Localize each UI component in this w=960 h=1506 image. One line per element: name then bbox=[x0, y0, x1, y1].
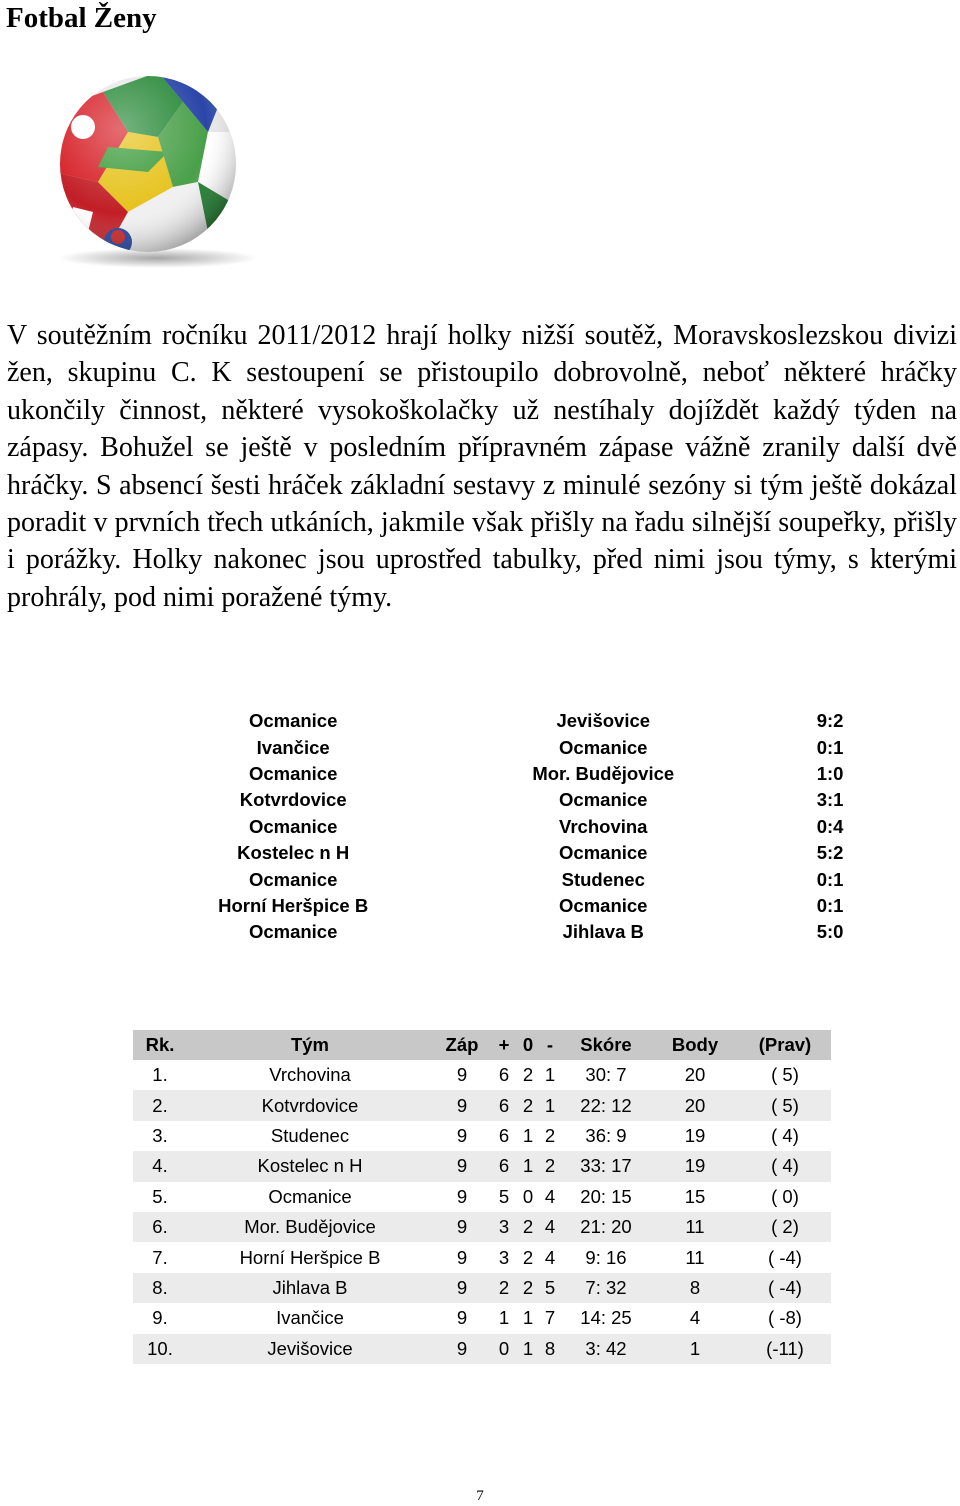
cell-truth-table: ( -4) bbox=[739, 1242, 831, 1272]
cell-points: 20 bbox=[651, 1060, 739, 1090]
result-row bbox=[180, 866, 860, 892]
result-away-team: Studenec bbox=[561, 868, 645, 890]
cell-losses: 1 bbox=[539, 1090, 561, 1120]
header-truth-table: (Prav) bbox=[739, 1030, 831, 1060]
cell-wins: 3 bbox=[491, 1212, 517, 1242]
cell-wins: 1 bbox=[491, 1303, 517, 1333]
result-row bbox=[180, 893, 860, 919]
result-row bbox=[180, 814, 860, 840]
result-score: 3:1 bbox=[816, 789, 844, 811]
cell-played: 9 bbox=[433, 1090, 491, 1120]
cell-score: 9: 16 bbox=[561, 1242, 651, 1272]
header-rank: Rk. bbox=[133, 1030, 187, 1060]
result-away-team: Ocmanice bbox=[559, 842, 648, 864]
result-score: 0:1 bbox=[816, 868, 844, 890]
cell-rank: 9. bbox=[133, 1303, 187, 1333]
cell-wins: 0 bbox=[491, 1334, 517, 1364]
cell-draws: 1 bbox=[517, 1151, 539, 1181]
table-row bbox=[133, 1303, 831, 1333]
cell-draws: 1 bbox=[517, 1303, 539, 1333]
header-played: Záp bbox=[433, 1030, 491, 1060]
result-home-team: Ocmanice bbox=[248, 710, 338, 732]
cell-points: 11 bbox=[651, 1242, 739, 1272]
table-row bbox=[133, 1151, 831, 1181]
match-results bbox=[180, 708, 860, 946]
cell-points: 4 bbox=[651, 1303, 739, 1333]
table-header-row bbox=[133, 1030, 831, 1060]
result-away-team: Ocmanice bbox=[559, 894, 648, 916]
cell-draws: 1 bbox=[517, 1334, 539, 1364]
cell-points: 11 bbox=[651, 1212, 739, 1242]
cell-played: 9 bbox=[433, 1060, 491, 1090]
cell-losses: 4 bbox=[539, 1182, 561, 1212]
table-row bbox=[133, 1090, 831, 1120]
result-away-team: Jevišovice bbox=[556, 710, 651, 732]
result-row bbox=[180, 919, 860, 945]
cell-points: 15 bbox=[651, 1182, 739, 1212]
result-home-team: Ocmanice bbox=[248, 815, 338, 837]
result-row bbox=[180, 708, 860, 734]
cell-score: 33: 17 bbox=[561, 1151, 651, 1181]
cell-wins: 6 bbox=[491, 1121, 517, 1151]
cell-points: 20 bbox=[651, 1090, 739, 1120]
cell-rank: 4. bbox=[133, 1151, 187, 1181]
result-score: 9:2 bbox=[816, 710, 844, 732]
result-score: 5:2 bbox=[816, 842, 844, 864]
table-row bbox=[133, 1060, 831, 1090]
cell-rank: 1. bbox=[133, 1060, 187, 1090]
cell-score: 14: 25 bbox=[561, 1303, 651, 1333]
cell-rank: 5. bbox=[133, 1182, 187, 1212]
cell-truth-table: ( 5) bbox=[739, 1090, 831, 1120]
result-home-team: Ivančice bbox=[256, 736, 330, 758]
cell-team: Jihlava B bbox=[187, 1273, 433, 1303]
result-score: 0:1 bbox=[816, 736, 844, 758]
cell-played: 9 bbox=[433, 1334, 491, 1364]
cell-wins: 6 bbox=[491, 1151, 517, 1181]
cell-truth-table: ( -4) bbox=[739, 1273, 831, 1303]
cell-truth-table: ( 5) bbox=[739, 1060, 831, 1090]
cell-wins: 5 bbox=[491, 1182, 517, 1212]
cell-score: 7: 32 bbox=[561, 1273, 651, 1303]
result-home-team: Kostelec n H bbox=[237, 842, 350, 864]
result-score: 0:1 bbox=[816, 894, 844, 916]
cell-team: Mor. Budějovice bbox=[187, 1212, 433, 1242]
cell-score: 36: 9 bbox=[561, 1121, 651, 1151]
cell-losses: 4 bbox=[539, 1242, 561, 1272]
result-away-team: Vrchovina bbox=[559, 815, 648, 837]
cell-wins: 3 bbox=[491, 1242, 517, 1272]
cell-wins: 6 bbox=[491, 1060, 517, 1090]
result-row bbox=[180, 787, 860, 813]
cell-played: 9 bbox=[433, 1182, 491, 1212]
result-row bbox=[180, 761, 860, 787]
cell-rank: 2. bbox=[133, 1090, 187, 1120]
cell-draws: 1 bbox=[517, 1121, 539, 1151]
article-paragraph: V soutěžním ročníku 2011/2012 hrají holky nižší soutěž, Moravskoslezskou divizi žen, skupinu C. K sestoupení se přistoupilo dobrovolně, neboť některé hráčky ukončily činnost, některé vysokoškolačky už nestíhaly dojíždět každý týden na zápasy. Bohužel se ještě v posledním přípravném zápase vážně zranily další dvě hráčky. S absencí šesti hráček základní sestavy z minulé sezóny si tým ještě dokázal poradit v prvních třech utkáních, jakmile však přišly na řadu silnější soupeřky, přišly i porážky. Holky nakonec jsou uprostřed tabulky, před nimi jsou týmy, s kterými prohrály, pod nimi poražené týmy. bbox=[7, 320, 957, 613]
cell-losses: 1 bbox=[539, 1060, 561, 1090]
cell-team: Ocmanice bbox=[187, 1182, 433, 1212]
cell-losses: 8 bbox=[539, 1334, 561, 1364]
cell-draws: 2 bbox=[517, 1212, 539, 1242]
result-home-team: Ocmanice bbox=[248, 762, 338, 784]
cell-team: Studenec bbox=[187, 1121, 433, 1151]
cell-score: 30: 7 bbox=[561, 1060, 651, 1090]
cell-points: 19 bbox=[651, 1151, 739, 1181]
cell-losses: 5 bbox=[539, 1273, 561, 1303]
cell-rank: 8. bbox=[133, 1273, 187, 1303]
cell-team: Vrchovina bbox=[187, 1060, 433, 1090]
cell-wins: 2 bbox=[491, 1273, 517, 1303]
league-table bbox=[133, 1030, 831, 1364]
cell-losses: 2 bbox=[539, 1121, 561, 1151]
cell-rank: 3. bbox=[133, 1121, 187, 1151]
result-home-team: Horní Heršpice B bbox=[218, 894, 369, 916]
result-away-team: Jihlava B bbox=[562, 921, 644, 943]
header-score: Skóre bbox=[561, 1030, 651, 1060]
result-away-team: Ocmanice bbox=[559, 736, 648, 758]
cell-played: 9 bbox=[433, 1273, 491, 1303]
cell-played: 9 bbox=[433, 1121, 491, 1151]
cell-rank: 10. bbox=[133, 1334, 187, 1364]
cell-wins: 6 bbox=[491, 1090, 517, 1120]
header-draws: 0 bbox=[517, 1030, 539, 1060]
cell-truth-table: (-11) bbox=[739, 1334, 831, 1364]
result-row bbox=[180, 840, 860, 866]
cell-draws: 2 bbox=[517, 1273, 539, 1303]
table-row bbox=[133, 1182, 831, 1212]
cell-score: 3: 42 bbox=[561, 1334, 651, 1364]
cell-truth-table: ( 4) bbox=[739, 1121, 831, 1151]
header-points: Body bbox=[651, 1030, 739, 1060]
cell-score: 20: 15 bbox=[561, 1182, 651, 1212]
cell-played: 9 bbox=[433, 1303, 491, 1333]
cell-score: 21: 20 bbox=[561, 1212, 651, 1242]
cell-truth-table: ( 0) bbox=[739, 1182, 831, 1212]
page-title: Fotbal Ženy bbox=[6, 2, 157, 34]
cell-draws: 2 bbox=[517, 1242, 539, 1272]
cell-team: Jevišovice bbox=[187, 1334, 433, 1364]
page-number: 7 bbox=[476, 1488, 484, 1504]
cell-team: Horní Heršpice B bbox=[187, 1242, 433, 1272]
result-home-team: Ocmanice bbox=[248, 921, 338, 943]
result-away-team: Mor. Budějovice bbox=[532, 762, 675, 784]
cell-rank: 7. bbox=[133, 1242, 187, 1272]
cell-played: 9 bbox=[433, 1212, 491, 1242]
cell-played: 9 bbox=[433, 1151, 491, 1181]
result-home-team: Ocmanice bbox=[248, 868, 338, 890]
cell-losses: 7 bbox=[539, 1303, 561, 1333]
table-row bbox=[133, 1242, 831, 1272]
table-row bbox=[133, 1121, 831, 1151]
cell-truth-table: ( 2) bbox=[739, 1212, 831, 1242]
cell-draws: 2 bbox=[517, 1060, 539, 1090]
table-row bbox=[133, 1273, 831, 1303]
cell-played: 9 bbox=[433, 1242, 491, 1272]
cell-points: 8 bbox=[651, 1273, 739, 1303]
cell-points: 1 bbox=[651, 1334, 739, 1364]
result-away-team: Ocmanice bbox=[559, 789, 648, 811]
header-wins: + bbox=[491, 1030, 517, 1060]
football-ball-image bbox=[8, 72, 272, 282]
header-losses: - bbox=[539, 1030, 561, 1060]
header-team: Tým bbox=[187, 1030, 433, 1060]
cell-team: Ivančice bbox=[187, 1303, 433, 1333]
cell-team: Kotvrdovice bbox=[187, 1090, 433, 1120]
result-score: 0:4 bbox=[816, 815, 844, 837]
table-row bbox=[133, 1334, 831, 1364]
result-score: 1:0 bbox=[816, 762, 844, 784]
result-score: 5:0 bbox=[816, 921, 844, 943]
cell-losses: 4 bbox=[539, 1212, 561, 1242]
result-home-team: Kotvrdovice bbox=[239, 789, 347, 811]
cell-score: 22: 12 bbox=[561, 1090, 651, 1120]
cell-draws: 0 bbox=[517, 1182, 539, 1212]
cell-truth-table: ( 4) bbox=[739, 1151, 831, 1181]
cell-losses: 2 bbox=[539, 1151, 561, 1181]
cell-points: 19 bbox=[651, 1121, 739, 1151]
cell-rank: 6. bbox=[133, 1212, 187, 1242]
cell-team: Kostelec n H bbox=[187, 1151, 433, 1181]
result-row bbox=[180, 734, 860, 760]
table-row bbox=[133, 1212, 831, 1242]
cell-draws: 2 bbox=[517, 1090, 539, 1120]
cell-truth-table: ( -8) bbox=[739, 1303, 831, 1333]
